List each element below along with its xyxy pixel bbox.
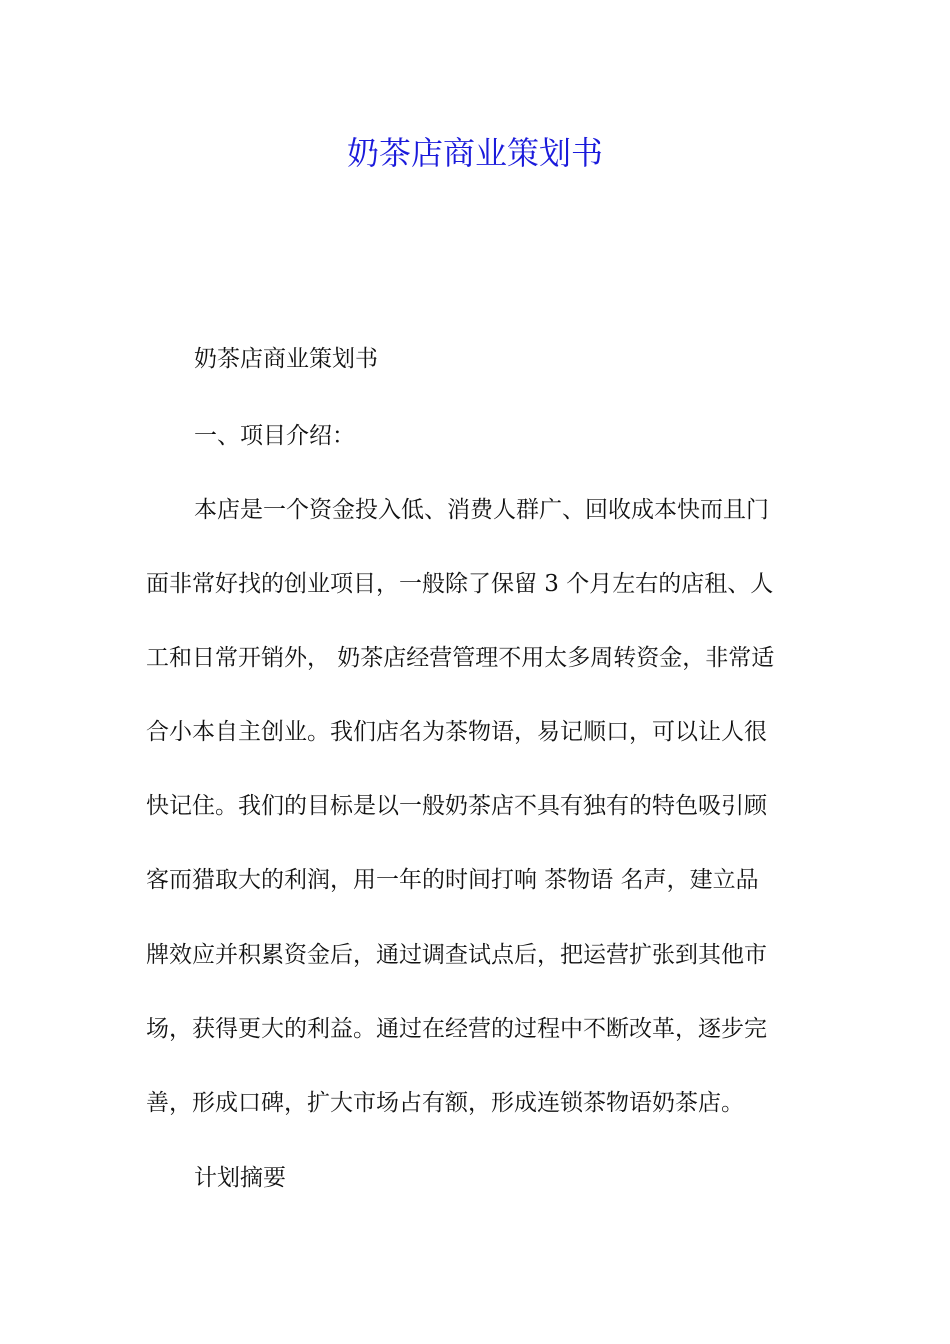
paragraph-line: 善，形成口碑，扩大市场占有额，形成连锁茶物语奶茶店。 — [146, 1090, 744, 1116]
paragraph-line: 客而猎取大的利润，用一年的时间打响 茶物语 名声，建立品 — [146, 867, 759, 893]
paragraph-line: 场，获得更大的利益。通过在经营的过程中不断改革，逐步完 — [146, 1016, 767, 1042]
section-heading: 一、项目介绍： — [194, 423, 355, 449]
next-section-heading: 计划摘要 — [194, 1165, 286, 1191]
paragraph-line: 合小本自主创业。我们店名为茶物语，易记顺口，可以让人很 — [146, 719, 767, 745]
paragraph-line: 牌效应并积累资金后，通过调查试点后，把运营扩张到其他市 — [146, 942, 767, 968]
paragraph-line: 面非常好找的创业项目，一般除了保留 3 个月左右的店租、人 — [146, 571, 774, 597]
subtitle: 奶茶店商业策划书 — [194, 346, 378, 372]
paragraph-line: 工和日常开销外， 奶茶店经营管理不用太多周转资金，非常适 — [146, 645, 775, 671]
paragraph-line: 本店是一个资金投入低、消费人群广、回收成本快而且门 — [194, 497, 769, 523]
paragraph-line: 快记住。我们的目标是以一般奶茶店不具有独有的特色吸引顾 — [146, 793, 767, 819]
document-title: 奶茶店商业策划书 — [346, 134, 603, 172]
